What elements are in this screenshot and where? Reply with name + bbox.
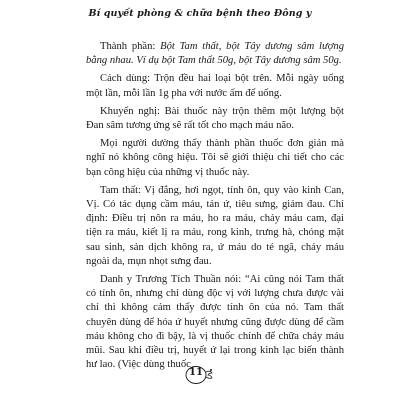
page-number-badge bbox=[184, 365, 216, 385]
paragraph-usage: Cách dùng: Trộn đều hai loại bột trên. Mỗi ngày uống một lần, mỗi lần 1g pha với nước ấm để uống. bbox=[86, 73, 344, 99]
ingredients-text: Bột Tam thất, bột Tây dương sâm lượng bằng nhau. Ví dụ bột Tam thất 50g, bột Tây dương sâm 50g. bbox=[86, 41, 344, 67]
paragraph-quote: Danh y Trương Tích Thuần nói: “Ai cũng nói Tam thất có tính ôn, nhưng chỉ dùng độc vị với lượng chưa được vài chỉ thì không cảm thấy được tính ôn của nó. Tam thất chuyên dùng để hóa ứ huyết nhưng cũng được dùng để cầm máu không cho đi bậy, là vị thuốc chính để chữa chảy máu mũi. Sau khi điều trị, huyết ứ lại trong kinh lạc biến thành hư lao. (Việc dùng thuốc bbox=[86, 274, 344, 371]
ingredients-label: Thành phần: bbox=[100, 41, 161, 52]
paragraph-tam-that: Tam thất: Vị đắng, hơi ngọt, tính ôn, quy vào kinh Can, Vị. Có tác dụng cầm máu, tán ứ, tiêu sưng, giảm đau. Chỉ định: Điều trị nôn ra máu, ho ra máu, chảy máu cam, đại tiện ra máu, kiết lị ra máu, rong kinh, trưng hà, chóng mặt sau sinh, sản dịch không ra, ứ máu do té ngã, chảy máu ngoài da, mụn nhọt sưng đau. bbox=[86, 184, 344, 267]
running-header: Bí quyết phòng & chữa bệnh theo Đông y bbox=[88, 8, 312, 19]
paragraph-intro: Mọi người dường thấy thành phần thuốc đơn giản mà nghĩ nó không công hiệu. Tôi sẽ giới thiệu chi tiết cho các bạn công hiệu của những vị thuốc này. bbox=[86, 138, 344, 178]
paragraph-ingredients bbox=[86, 40, 344, 68]
paragraph-recommendation: Khuyến nghị: Bài thuốc này trộn thêm một lượng bột Đan sâm tương ứng sẽ rất tốt cho mạch máu não. bbox=[86, 105, 344, 132]
page-number: 11 bbox=[189, 367, 203, 378]
body-text bbox=[86, 40, 344, 372]
